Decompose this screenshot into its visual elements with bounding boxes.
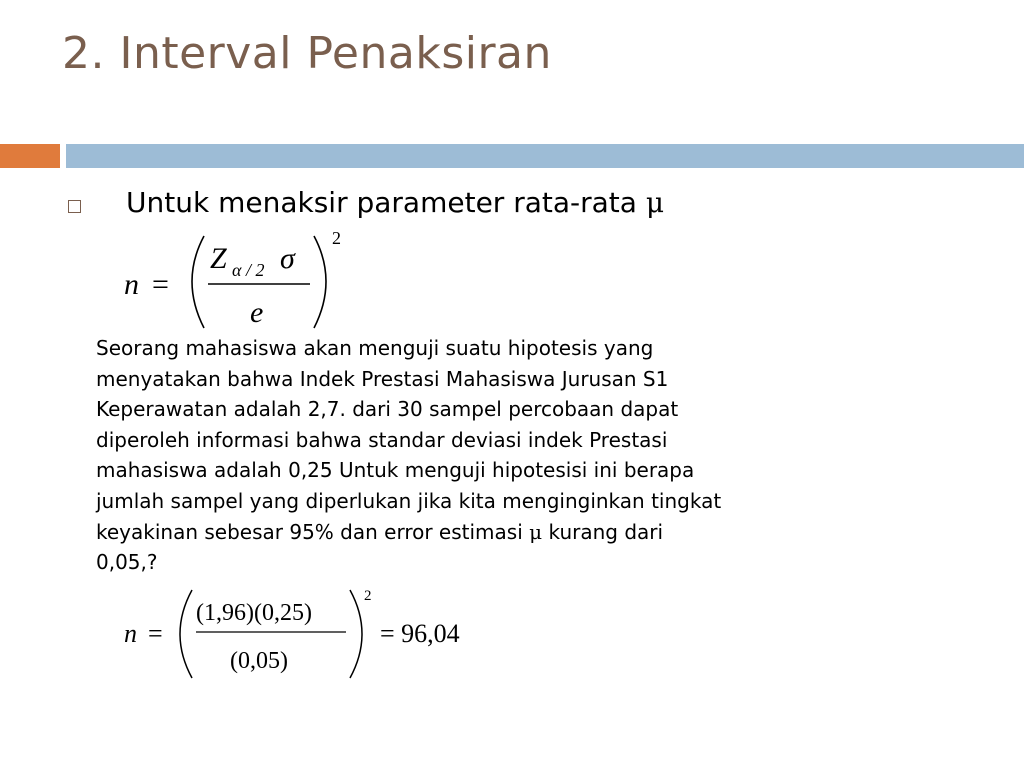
formula2-right-paren xyxy=(350,590,362,678)
formula1-equals: = xyxy=(152,268,169,301)
formula1-sigma: σ xyxy=(280,242,295,275)
paragraph-line-2: menyatakan bahwa Indek Prestasi Mahasiswa Jurusan S1 xyxy=(96,366,669,391)
formula1-exponent: 2 xyxy=(332,228,341,248)
formula2-n: n xyxy=(124,619,137,648)
accent-bar-blue xyxy=(66,144,1024,168)
problem-paragraph xyxy=(96,333,926,578)
formula1-z: Z xyxy=(210,242,227,275)
formula1-right-paren xyxy=(314,236,326,328)
paragraph-line-3: Keperawatan adalah 2,7. dari 30 sampel percobaan dapat xyxy=(96,397,679,422)
bullet-text xyxy=(126,186,664,219)
formula2-equals: = xyxy=(148,619,163,648)
formula-sample-size xyxy=(118,226,358,336)
bullet-square-icon xyxy=(68,200,81,213)
formula1-subscript: α / 2 xyxy=(232,260,265,280)
formula-sample-size-computed xyxy=(118,582,498,682)
formula1-e: e xyxy=(250,296,264,329)
accent-bar-orange xyxy=(0,144,60,168)
formula1-n: n xyxy=(124,268,139,301)
formula2-exponent: 2 xyxy=(364,588,372,604)
paragraph-line-7b: kurang dari xyxy=(542,519,664,544)
paragraph-line-6: jumlah sampel yang diperlukan jika kita menginginkan tingkat xyxy=(96,488,722,513)
bullet-label: Untuk menaksir parameter rata-rata xyxy=(126,186,646,219)
formula1-left-paren xyxy=(192,236,204,328)
paragraph-mu-symbol: μ xyxy=(529,519,543,544)
mu-symbol: μ xyxy=(645,186,665,219)
formula2-left-paren xyxy=(180,590,192,678)
paragraph-line-1: Seorang mahasiswa akan menguji suatu hipotesis yang xyxy=(96,336,654,360)
formula2-denominator: (0,05) xyxy=(230,648,288,674)
paragraph-line-5: mahasiswa adalah 0,25 Untuk menguji hipotesisi ini berapa xyxy=(96,458,695,483)
formula2-numerator: (1,96)(0,25) xyxy=(196,600,312,626)
paragraph-line-8: 0,05,? xyxy=(96,550,158,575)
paragraph-line-4: diperoleh informasi bahwa standar deviasi indek Prestasi xyxy=(96,427,668,452)
paragraph-line-7a: keyakinan sebesar 95% dan error estimasi xyxy=(96,519,530,544)
slide-title: 2. Interval Penaksiran xyxy=(62,28,552,79)
formula2-result: = 96,04 xyxy=(380,619,460,648)
